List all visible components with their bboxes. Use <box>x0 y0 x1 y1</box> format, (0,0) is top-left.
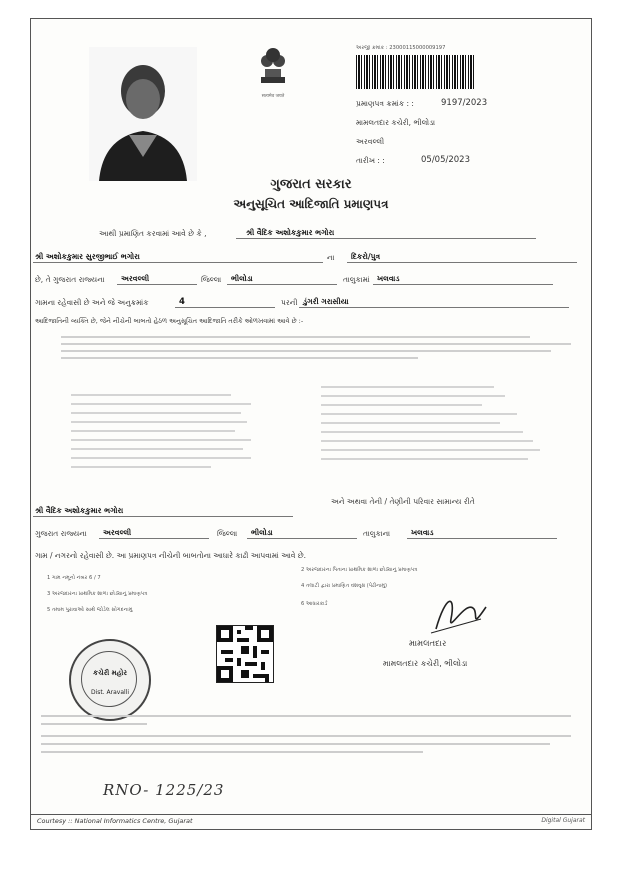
resident-taluka-label: તાલુકાના <box>363 529 391 538</box>
doc-item: 5 તમામ પુરાવાઓ સાથે જોડેલ સોગંદનામું <box>47 607 133 613</box>
serial-no: 4 <box>179 297 185 307</box>
seal-text: કચેરી મહોર <box>93 669 127 677</box>
caste-label: પરની <box>281 298 298 307</box>
resident-name: શ્રી વૈદિક અશોકકુમાર ભગોરા <box>35 506 124 515</box>
legal-orders-left <box>71 387 271 475</box>
resident-state-text: ગુજરાત રાજ્યના <box>35 529 87 538</box>
na-label: ના <box>327 253 335 262</box>
footer-courtesy: Courtesy :: National Informatics Centre, Gujarat <box>37 817 193 825</box>
certificate-page <box>30 18 592 830</box>
doc-item: 3 અરજદારના પ્રાથમિક શાળા છોડ્યાનું પ્રમાણપત્ર <box>47 591 148 597</box>
applicant-photo <box>89 47 197 181</box>
footer <box>31 814 591 829</box>
resident-right-text: અને અથવા તેની / તેણીની પરિવાર સામાન્ય રીતે <box>331 497 475 506</box>
footer-right: Digital Gujarat <box>541 817 585 824</box>
doc-item: 4 તલાટી દ્વારા પ્રમાણિત વંશવૃક્ષ (પેઢીનામું) <box>301 583 388 589</box>
date-label: તારીખ : : <box>356 156 385 165</box>
jilla-label: જિલ્લા <box>201 275 222 284</box>
doc-item: 1 ગામ નમૂનો નંબર 6 / 7 <box>47 575 101 581</box>
resident-village: ખલવાડ <box>411 528 434 537</box>
resident-taluka: ભીલોડા <box>251 528 273 537</box>
doc-item: 2 અરજદારના પિતાના પ્રાથમિક શાળા છોડ્યાનું પ્રમાણપત્ર <box>301 567 418 573</box>
office-district: અરવલ્લી <box>356 137 385 146</box>
relation: દિકરો/પુત્ર <box>351 252 381 261</box>
office-name: મામલતદાર કચેરી, ભીલોડા <box>356 118 436 127</box>
national-emblem <box>253 39 293 99</box>
resident-district: અરવલ્લી <box>103 528 132 537</box>
state-text: છે, તે ગુજરાત રાજ્યના <box>35 275 105 284</box>
taluka-label: તાલુકામાં <box>343 275 370 284</box>
cert-no: 9197/2023 <box>441 98 488 108</box>
legal-orders-right <box>321 379 551 467</box>
signatory-office: મામલતદાર કચેરી, ભીલોડા <box>383 659 468 668</box>
issue-date: 05/05/2023 <box>421 155 470 165</box>
signatory-designation: મામલતદાર <box>409 639 447 649</box>
barcode <box>356 55 474 89</box>
qr-code <box>216 625 274 683</box>
doc-item: 6 આધારકાર્ડ <box>301 601 328 607</box>
application-number: અરજી ક્રમાંક : 23000115000009197 <box>356 45 446 51</box>
notes-block <box>41 709 571 759</box>
applicant-name: શ્રી વૈદિક અશોકકુમાર ભગોરા <box>246 228 335 237</box>
certify-text: આથી પ્રમાણિત કરવામાં આવે છે કે , <box>99 229 207 238</box>
cert-title: અનુસૂચિત આદિજાતિ પ્રમાણપત્ર <box>233 197 389 211</box>
govt-title: ગુજરાત સરકાર <box>270 177 352 192</box>
form-district: અરવલ્લી <box>121 274 150 283</box>
emblem-motto: सत्यमेव जयते <box>261 94 285 99</box>
handwritten-reg-no: RNO- 1225/23 <box>103 781 225 799</box>
tribe-text: આદિજાતિની વ્યક્તિ છે, જેને નીચેની બાબતો હેઠળ અનુસૂચિત આદિજાતિ તરીકે ઓળખવામાં આવે છે :- <box>35 317 304 325</box>
serial-text: ગામના રહેવાસી છે અને જે અનુક્રમાંક <box>35 298 149 307</box>
resident-village-text: ગામ / નગરનો રહેવાસી છે. આ પ્રમાણપત્ર નીચેની બાબતોના આધારે કાઢી આપવામાં આવે છે. <box>35 551 307 560</box>
cert-no-label: પ્રમાણપત્ર ક્રમાંક : : <box>356 99 414 108</box>
form-village: ખલવાડ <box>377 274 400 283</box>
legal-orders-block <box>61 331 571 364</box>
father-name: શ્રી અશોકકુમાર સુરજીભાઈ ભગોરા <box>35 252 140 261</box>
signature <box>426 589 496 639</box>
seal-text: Dist. Aravalli <box>90 689 130 696</box>
caste-value: ડુંગરી ગરાસીયા <box>303 297 349 306</box>
form-taluka: ભીલોડા <box>231 274 253 283</box>
resident-jilla-label: જિલ્લા <box>217 529 238 538</box>
